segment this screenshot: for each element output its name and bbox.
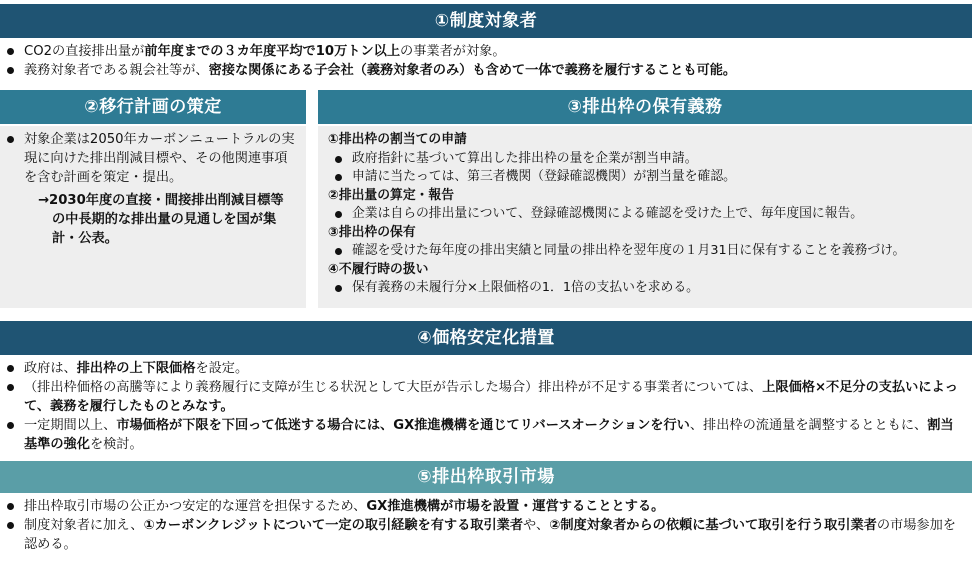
subsection-1-title: ①排出枠の割当ての申請 xyxy=(328,132,467,147)
section-3-body xyxy=(318,126,972,308)
list-item: 確認を受けた毎年度の排出実績と同量の排出枠を翌年度の１月31日に保有することを義務づけ。 xyxy=(328,242,972,261)
list-item: （排出枠価格の高騰等により義務履行に支障が生じる状況として大臣が告示した場合）排出枠が不足する事業者については、上限価格×不足分の支払いによって、義務を履行したものとみなす。 xyxy=(0,378,958,416)
section-2-title: ②移行計画の策定 xyxy=(84,96,222,117)
section-1-header xyxy=(0,4,972,38)
list-item: 対象企業は2050年カーボンニュートラルの実現に向けた排出削減目標や、その他関連事項を含む計画を策定・提出。 xyxy=(0,130,306,187)
list-item: 申請に当たっては、第三者機関（登録確認機関）が割当量を確認。 xyxy=(328,168,972,187)
section-4-body xyxy=(0,359,972,459)
list-item: 排出枠取引市場の公正かつ安定的な運営を担保するため、GX推進機構が市場を設置・運営することとする。 xyxy=(0,497,958,516)
section-3-header xyxy=(318,90,972,124)
list-item: 制度対象者に加え、①カーボンクレジットについて一定の取引経験を有する取引業者や、②制度対象者からの依頼に基づいて取引を行う取引業者の市場参加を認める。 xyxy=(0,516,958,554)
section-2-header xyxy=(0,90,306,124)
section-5-body xyxy=(0,497,972,559)
section-4-header xyxy=(0,321,972,355)
section-2-note: →2030年度の直接・間接排出削減目標等の中長期的な排出量の見通しを国が集計・公表。 xyxy=(38,193,284,246)
list-item: 企業は自らの排出量について、登録確認機関による確認を受けた上で、毎年度国に報告。 xyxy=(328,205,972,224)
list-item: CO2の直接排出量が前年度までの３カ年度平均で10万トン以上の事業者が対象。 xyxy=(0,42,972,61)
subsection-4-title: ④不履行時の扱い xyxy=(328,261,429,277)
section-1-body xyxy=(0,42,972,88)
section-2-body xyxy=(0,126,306,308)
list-item: 義務対象者である親会社等が、密接な関係にある子会社（義務対象者のみ）も含めて一体で義務を履行することも可能。 xyxy=(0,61,972,80)
list-item: 保有義務の未履行分×上限価格の1．1倍の支払いを求める。 xyxy=(328,279,972,298)
list-item: 一定期間以上、市場価格が下限を下回って低迷する場合には、GX推進機構を通じてリバースオークションを行い、排出枠の流通量を調整するとともに、割当基準の強化を検討。 xyxy=(0,416,958,454)
list-item: 政府は、排出枠の上下限価格を設定。 xyxy=(0,359,958,378)
section-5-header xyxy=(0,461,972,493)
subsection-2-title: ②排出量の算定・報告 xyxy=(328,187,455,203)
list-item: 政府指針に基づいて算出した排出枠の量を企業が割当申請。 xyxy=(328,150,972,169)
section-1-title: ①制度対象者 xyxy=(434,10,538,31)
section-5-title: ⑤排出枠取引市場 xyxy=(417,466,555,487)
section-3-title: ③排出枠の保有義務 xyxy=(567,96,723,117)
subsection-3-title: ③排出枠の保有 xyxy=(328,224,416,240)
section-4-title: ④価格安定化措置 xyxy=(417,327,555,348)
